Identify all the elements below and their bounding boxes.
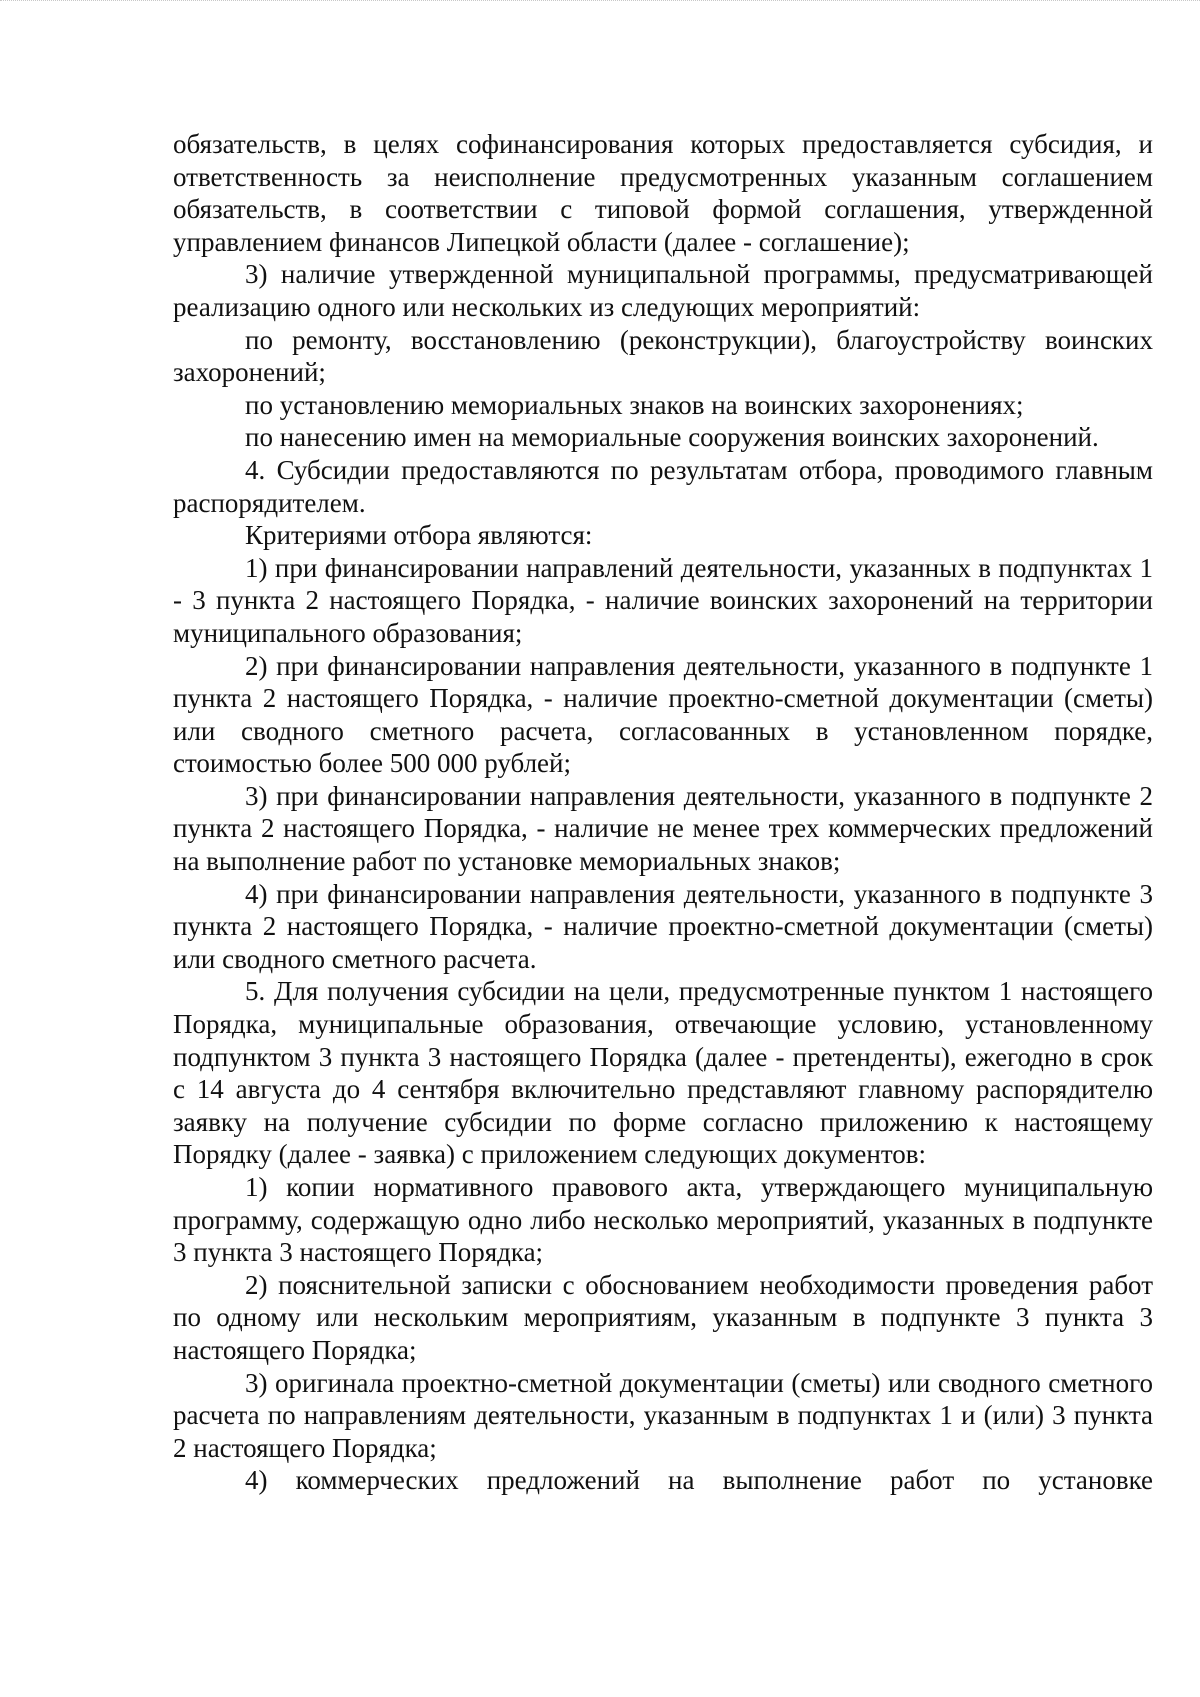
- paragraph-section-4: 4. Субсидии предоставляются по результатам отбора, проводимого главным распорядителем.: [173, 454, 1153, 518]
- paragraph-criterion-3: 3) при финансировании направления деятельности, указанного в подпункте 2 пункта 2 настоящего Порядка, - наличие не менее трех коммерческих предложений на выполнение работ по установке мемориальных знаков;: [173, 780, 1153, 877]
- paragraph-criterion-2: 2) при финансировании направления деятельности, указанного в подпункте 1 пункта 2 настоящего Порядка, - наличие проектно-сметной документации (сметы) или сводного сметного расчета, согласованных в установленном порядке, стоимостью более 500 000 рублей;: [173, 650, 1153, 779]
- paragraph-measure-signs: по установлению мемориальных знаков на воинских захоронениях;: [245, 389, 1024, 420]
- paragraph-condition-3: 3) наличие утвержденной муниципальной программы, предусматривающей реализацию одного или нескольких из следующих мероприятий:: [173, 259, 1153, 322]
- paragraph-criteria-heading: Критериями отбора являются:: [245, 520, 593, 551]
- paragraph-document-3: 3) оригинала проектно-сметной документации (сметы) или сводного сметного расчета по направлениям деятельности, указанным в подпунктах 1 и (или) 3 пункта 2 настоящего Порядка;: [173, 1367, 1153, 1463]
- paragraph-document-4: 4) коммерческих предложений на выполнение работ по установке: [245, 1465, 1153, 1496]
- scan-top-edge: [0, 0, 1200, 14]
- paragraph-section-5: 5. Для получения субсидии на цели, предусмотренные пунктом 1 настоящего Порядка, муниципальные образования, отвечающие условию, установленному подпунктом 3 пункта 3 настоящего Порядка (далее - претенденты), ежегодно в срок с 14 августа до 4 сентября включительно представляют главному распорядителю заявку на получение субсидии по форме согласно приложению к настоящему Порядку (далее - заявка) с приложением следующих документов:: [173, 976, 1153, 1170]
- paragraph-criterion-1: 1) при финансировании направлений деятельности, указанных в подпунктах 1 - 3 пункта 2 настоящего Порядка, - наличие воинских захоронений на территории муниципального образования;: [173, 552, 1153, 648]
- paragraph-measure-names: по нанесению имен на мемориальные сооружения воинских захоронений.: [245, 422, 1099, 453]
- paragraph-document-2: 2) пояснительной записки с обоснованием необходимости проведения работ по одному или нескольким мероприятиям, указанным в подпункте 3 пункта 3 настоящего Порядка;: [173, 1269, 1153, 1365]
- paragraph-obligations-continuation: обязательств, в целях софинансирования которых предоставляется субсидия, и ответственность за неисполнение предусмотренных указанным соглашением обязательств, в соответствии с типовой формой соглашения, утвержденной управлением финансов Липецкой области (далее - соглашение);: [173, 129, 1153, 257]
- paragraph-document-1: 1) копии нормативного правового акта, утверждающего муниципальную программу, содержащую одно либо несколько мероприятий, указанных в подпункте 3 пункта 3 настоящего Порядка;: [173, 1172, 1153, 1268]
- document-body: [173, 128, 1153, 1497]
- paragraph-criterion-4: 4) при финансировании направления деятельности, указанного в подпункте 3 пункта 2 настоящего Порядка, - наличие проектно-сметной документации (сметы) или сводного сметного расчета.: [173, 878, 1153, 974]
- paragraph-measure-repair: по ремонту, восстановлению (реконструкции), благоустройству воинских захоронений;: [173, 324, 1153, 388]
